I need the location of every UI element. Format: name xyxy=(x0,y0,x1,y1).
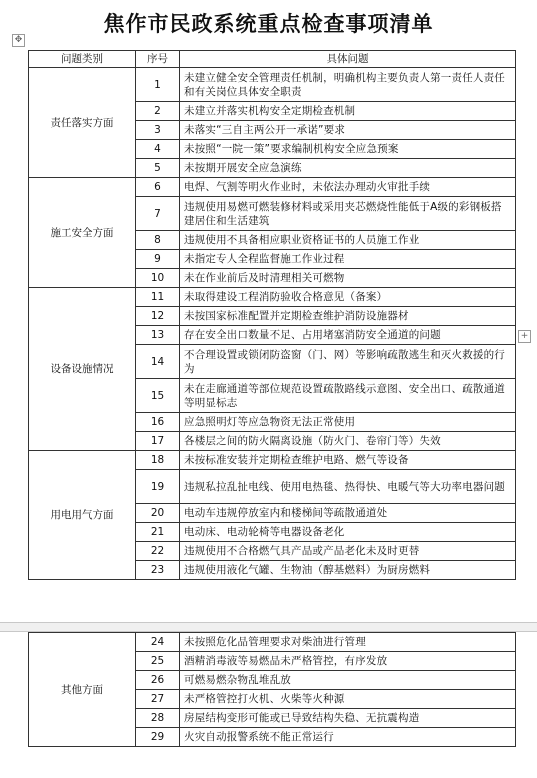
desc-cell: 未在作业前后及时清理相关可燃物 xyxy=(180,269,516,288)
desc-cell: 未取得建设工程消防验收合格意见（备案） xyxy=(180,288,516,307)
category-cell: 责任落实方面 xyxy=(29,68,136,178)
inspection-table xyxy=(28,50,516,580)
seq-cell: 1 xyxy=(136,68,180,102)
category-cell: 其他方面 xyxy=(29,633,136,747)
seq-cell: 26 xyxy=(136,671,180,690)
category-cell: 施工安全方面 xyxy=(29,178,136,288)
desc-cell: 电动车违规停放室内和楼梯间等疏散通道处 xyxy=(180,504,516,523)
desc-cell: 违规使用不具备相应职业资格证书的人员施工作业 xyxy=(180,231,516,250)
table-row xyxy=(29,178,516,197)
seq-cell: 18 xyxy=(136,451,180,470)
desc-cell: 酒精消毒液等易燃品未严格管控，有序发放 xyxy=(180,652,516,671)
seq-cell: 29 xyxy=(136,728,180,747)
header-seq: 序号 xyxy=(136,51,180,68)
desc-cell: 应急照明灯等应急物资无法正常使用 xyxy=(180,413,516,432)
inspection-table-continued xyxy=(28,632,516,747)
desc-cell: 违规私拉乱扯电线、使用电热毯、热得快、电暖气等大功率电器问题 xyxy=(180,470,516,504)
desc-cell: 未在走廊通道等部位规范设置疏散路线示意图、安全出口、疏散通道等明显标志 xyxy=(180,379,516,413)
seq-cell: 8 xyxy=(136,231,180,250)
seq-cell: 11 xyxy=(136,288,180,307)
seq-cell: 27 xyxy=(136,690,180,709)
table-header-row xyxy=(29,51,516,68)
header-category: 问题类别 xyxy=(29,51,136,68)
desc-cell: 火灾自动报警系统不能正常运行 xyxy=(180,728,516,747)
seq-cell: 21 xyxy=(136,523,180,542)
table-row xyxy=(29,633,516,652)
seq-cell: 19 xyxy=(136,470,180,504)
seq-cell: 22 xyxy=(136,542,180,561)
seq-cell: 4 xyxy=(136,140,180,159)
seq-cell: 17 xyxy=(136,432,180,451)
desc-cell: 存在安全出口数量不足、占用堵塞消防安全通道的问题 xyxy=(180,326,516,345)
desc-cell: 未按期开展安全应急演练 xyxy=(180,159,516,178)
seq-cell: 5 xyxy=(136,159,180,178)
desc-cell: 未指定专人全程监督施工作业过程 xyxy=(180,250,516,269)
desc-cell: 违规使用液化气罐、生物油（醇基燃料）为厨房燃料 xyxy=(180,561,516,580)
desc-cell: 可燃易燃杂物乱堆乱放 xyxy=(180,671,516,690)
seq-cell: 25 xyxy=(136,652,180,671)
desc-cell: 未按照“一院一策”要求编制机构安全应急预案 xyxy=(180,140,516,159)
seq-cell: 20 xyxy=(136,504,180,523)
seq-cell: 15 xyxy=(136,379,180,413)
desc-cell: 未严格管控打火机、火柴等火种源 xyxy=(180,690,516,709)
desc-cell: 违规使用不合格燃气具产品或产品老化未及时更替 xyxy=(180,542,516,561)
desc-cell: 未落实“三自主两公开一承诺”要求 xyxy=(180,121,516,140)
table-row xyxy=(29,288,516,307)
seq-cell: 6 xyxy=(136,178,180,197)
add-column-icon[interactable]: + xyxy=(518,330,531,343)
seq-cell: 12 xyxy=(136,307,180,326)
category-cell: 用电用气方面 xyxy=(29,451,136,580)
seq-cell: 13 xyxy=(136,326,180,345)
seq-cell: 3 xyxy=(136,121,180,140)
header-desc: 具体问题 xyxy=(180,51,516,68)
seq-cell: 7 xyxy=(136,197,180,231)
desc-cell: 各楼层之间的防火隔离设施（防火门、卷帘门等）失效 xyxy=(180,432,516,451)
table-row xyxy=(29,68,516,102)
seq-cell: 9 xyxy=(136,250,180,269)
desc-cell: 房屋结构变形可能或已导致结构失稳、无抗震构造 xyxy=(180,709,516,728)
desc-cell: 未建立并落实机构安全定期检查机制 xyxy=(180,102,516,121)
seq-cell: 23 xyxy=(136,561,180,580)
desc-cell: 违规使用易燃可燃装修材料或采用夹芯燃烧性能低于A级的彩钢板搭建居住和生活建筑 xyxy=(180,197,516,231)
page-title: 焦作市民政系统重点检查事项清单 xyxy=(103,11,434,36)
desc-cell: 未按国家标准配置并定期检查维护消防设施器材 xyxy=(180,307,516,326)
desc-cell: 电焊、气割等明火作业时，未依法办理动火审批手续 xyxy=(180,178,516,197)
table-move-handle-icon[interactable]: ✥ xyxy=(12,34,25,47)
desc-cell: 电动床、电动轮椅等电器设备老化 xyxy=(180,523,516,542)
seq-cell: 28 xyxy=(136,709,180,728)
desc-cell: 未按照危化品管理要求对柴油进行管理 xyxy=(180,633,516,652)
seq-cell: 10 xyxy=(136,269,180,288)
seq-cell: 2 xyxy=(136,102,180,121)
desc-cell: 不合理设置或锁闭防盗窗（门、网）等影响疏散逃生和灭火救援的行为 xyxy=(180,345,516,379)
table-row xyxy=(29,451,516,470)
category-cell: 设备设施情况 xyxy=(29,288,136,451)
seq-cell: 16 xyxy=(136,413,180,432)
page-break xyxy=(0,622,537,632)
desc-cell: 未按标准安装并定期检查维护电路、燃气等设备 xyxy=(180,451,516,470)
seq-cell: 14 xyxy=(136,345,180,379)
desc-cell: 未建立健全安全管理责任机制，明确机构主要负责人第一责任人责任和有关岗位具体安全职责 xyxy=(180,68,516,102)
seq-cell: 24 xyxy=(136,633,180,652)
